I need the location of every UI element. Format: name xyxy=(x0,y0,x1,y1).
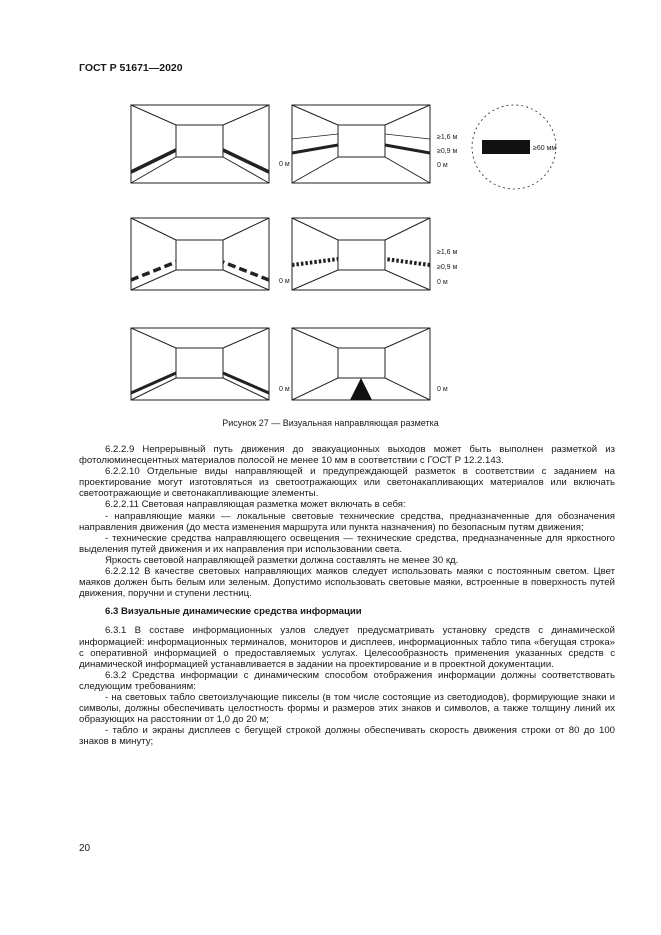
label-0m-r2a: 0 м xyxy=(279,278,290,285)
page-number: 20 xyxy=(79,843,91,854)
label-16m-r2: ≥1,6 м xyxy=(437,249,458,256)
document-header: ГОСТ Р 51671—2020 xyxy=(79,62,183,74)
corridor-floor-edge-line xyxy=(131,328,269,400)
para-6-3-1: 6.3.1 В составе информационных узлов следует предусматривать установку средств с динамической информацией: информационных терминалов, мониторов и дисплеев, информационных табло типа «бегущая строка» с оперативной информацией о предоставляемых услугах. Целесообразность применения указанных средств с динамической информацией устанавливается в задании на проектирование и в проектной документации. xyxy=(79,625,615,670)
label-0m-r1b: 0 м xyxy=(437,162,448,169)
figure-27-diagram xyxy=(0,0,661,415)
list-item-pixels: - на световых табло светоизлучающие пикселы (в том числе состоящие из светодиодов), формирующие знаки и символы, должны обеспечивать целостность формы и размеров этих знаков и символов, а также толщину линий их образующих на расстоянии от 1,0 до 20 м; xyxy=(79,691,615,726)
para-6-2-2-12: 6.2.2.12 В качестве световых направляющих маяков следует использовать маяки с постоянным светом. Цвет маяков должен быть белым или зеленым. Допустимо использовать световые маяки, встроенные в поверхность путей движения, поручни и ступени лестниц. xyxy=(79,566,615,600)
para-6-3-2: 6.3.2 Средства информации с динамическим способом отображения информации должны соответствовать следующим требованиям: xyxy=(79,669,615,692)
label-0m-r1a: 0 м xyxy=(279,161,290,168)
corridor-dashed-floor-line xyxy=(131,218,269,290)
section-heading-6-3: 6.3 Визуальные динамические средства информации xyxy=(105,606,362,618)
list-item-speed: - табло и экраны дисплеев с бегущей строкой должны обеспечивать скорость движения строки от 80 до 100 знаков в минуту; xyxy=(79,725,615,748)
list-item-lighting: - технические средства направляющего освещения — технические средства, предназначенные для яркостного выделения путей движения и их направления при использовании света. xyxy=(79,532,615,555)
corridor-dotted-wall-lines xyxy=(292,218,430,290)
para-6-2-2-10: 6.2.2.10 Отдельные виды направляющей и предупреждающей разметок в соответствии с заданием на проектирование могут изготовляться из светоотражающих или светонакапливающих материалов или включать светоотражающие и светонакапливающие элементы. xyxy=(79,466,615,500)
label-width: ≥60 мм xyxy=(533,145,557,152)
para-6-2-2-9: 6.2.2.9 Непрерывный путь движения до эвакуационных выходов может быть выполнен разметкой из фотолюминесцентных материалов полосой не менее 10 мм в соответствии с ГОСТ Р 12.2.143. xyxy=(79,444,615,467)
label-0m-r3b: 0 м xyxy=(437,386,448,393)
label-09m-r1: ≥0,9 м xyxy=(437,148,458,155)
label-09m-r2: ≥0,9 м xyxy=(437,264,458,271)
para-brightness: Яркость световой направляющей разметки должна составлять не менее 30 кд. xyxy=(105,554,459,566)
list-item-beacons: - направляющие маяки — локальные световые технические средства, предназначенные для обозначения направления движения (до места изменения маршрута или пункта назначения) по безопасным путям движения; xyxy=(79,510,615,533)
corridor-continuous-wall-lines xyxy=(292,105,430,183)
body-text xyxy=(79,444,615,747)
label-0m-r3a: 0 м xyxy=(279,386,290,393)
para-6-2-2-11: 6.2.2.11 Световая направляющая разметка может включать в себя: xyxy=(105,499,406,511)
figure-caption: Рисунок 27 — Визуальная направляющая разметка xyxy=(222,418,439,428)
label-16m-r1: ≥1,6 м xyxy=(437,134,458,141)
corridor-continuous-floor-line xyxy=(131,105,269,183)
label-0m-r2b: 0 м xyxy=(437,279,448,286)
corridor-center-triangle xyxy=(292,328,430,400)
